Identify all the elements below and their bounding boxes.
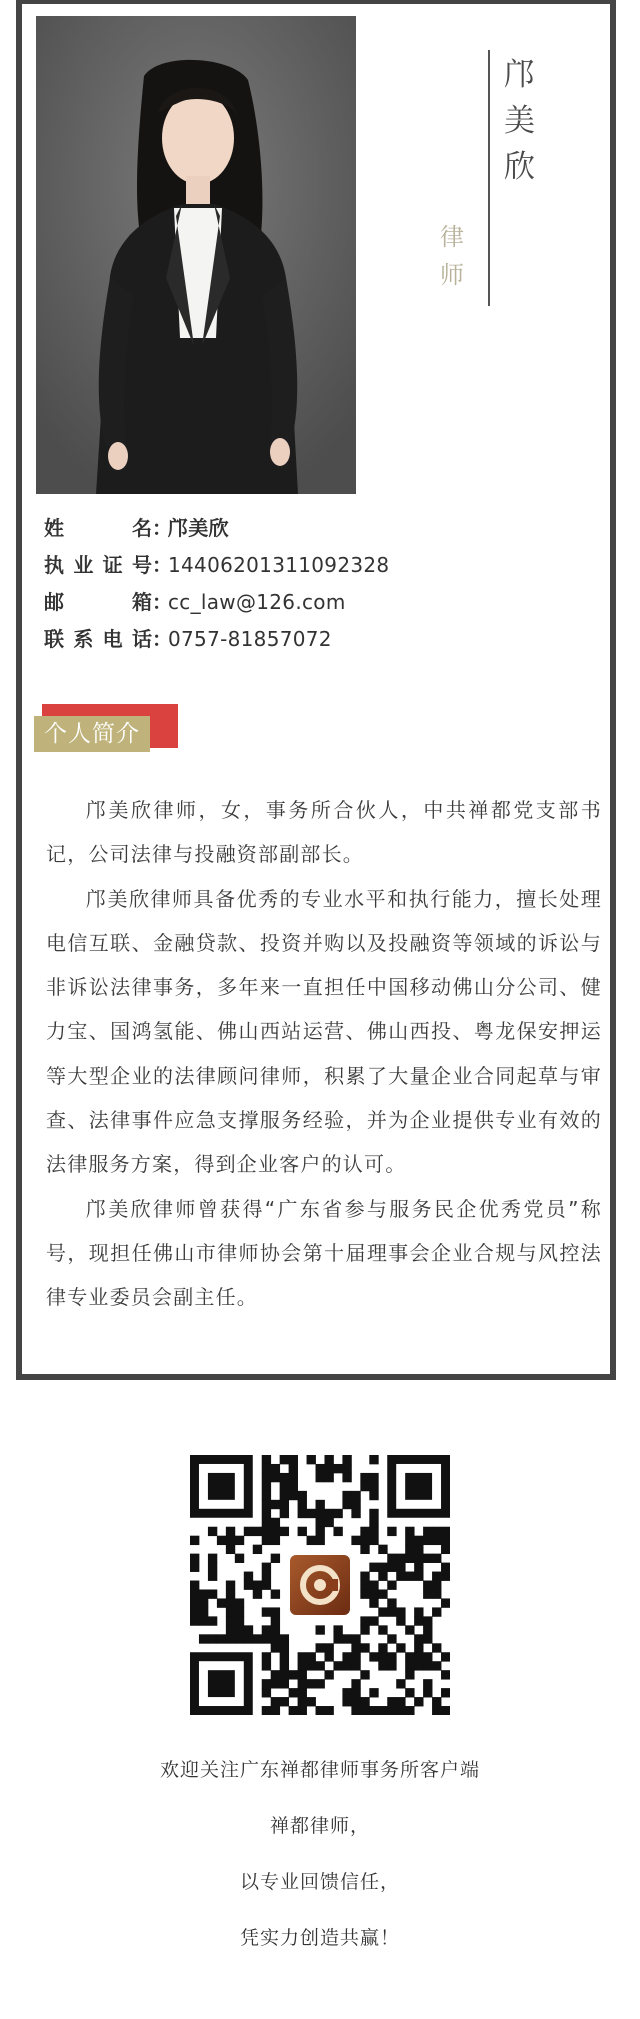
vertical-divider <box>488 50 490 306</box>
bio-paragraph: 邝美欣律师曾获得“广东省参与服务民企优秀党员”称号，现担任佛山市律师协会第十届理事会企业合规与风控法律专业委员会副主任。 <box>46 1196 602 1310</box>
phone-link[interactable]: 0757-81857072 <box>168 627 332 651</box>
info-row-name: 姓 名 ： 邝美欣 <box>44 512 604 549</box>
bio-paragraph: 邝美欣律师具备优秀的专业水平和执行能力，擅长处理电信互联、金融贷款、投资并购以及投融资等领域的诉讼与非诉讼法律事务，多年来一直担任中国移动佛山分公司、健力宝、国鸿氢能、佛山西站运营、佛山西投、粤龙保安押运等大型企业的法律顾问律师，积累了大量企业合同起草与审查、法律事件应急支撑服务经验，并为企业提供专业有效的法律服务方案，得到企业客户的认可。 <box>46 886 602 1177</box>
lawyer-portrait <box>36 16 356 494</box>
section-title: 个人简介 <box>34 716 150 752</box>
footer-line: 以专业回馈信任， <box>239 1871 400 1893</box>
info-label: 邮 箱 <box>44 590 152 614</box>
vertical-name <box>504 56 535 186</box>
footer-line: 禅都律师， <box>269 1815 370 1837</box>
name-char: 邝 <box>504 57 535 93</box>
section-header <box>34 704 184 764</box>
info-value: 14406201311092328 <box>168 553 390 577</box>
title-char: 律 <box>440 223 464 251</box>
info-row-email: 邮 箱 ： cc_law@126.com <box>44 586 604 623</box>
bio-text <box>46 788 602 1320</box>
name-char: 美 <box>504 103 535 139</box>
qr-code-icon[interactable] <box>190 1455 450 1715</box>
profile-card <box>16 0 616 1380</box>
contact-info <box>44 512 604 660</box>
email-link[interactable]: cc_law@126.com <box>168 590 346 614</box>
info-row-license: 执业证号 ： 14406201311092328 <box>44 549 604 586</box>
name-char: 欣 <box>504 149 535 185</box>
info-label: 姓 名 <box>44 516 152 540</box>
bio-paragraph: 邝美欣律师，女，事务所合伙人，中共禅都党支部书记，公司法律与投融资部副部长。 <box>46 798 602 867</box>
info-value: 邝美欣 <box>168 516 229 540</box>
info-label: 执业证号 <box>44 553 152 577</box>
info-label: 联系电话 <box>44 627 152 651</box>
footer-line: 欢迎关注广东禅都律师事务所客户端 <box>159 1759 480 1781</box>
title-char: 师 <box>440 261 464 289</box>
info-row-phone: 联系电话 ： 0757-81857072 <box>44 623 604 660</box>
firm-logo-icon <box>286 1551 354 1619</box>
vertical-title <box>440 222 464 290</box>
footer-line: 凭实力创造共赢！ <box>239 1927 400 1949</box>
footer-message <box>0 1742 640 1966</box>
portrait-illustration <box>36 16 356 494</box>
